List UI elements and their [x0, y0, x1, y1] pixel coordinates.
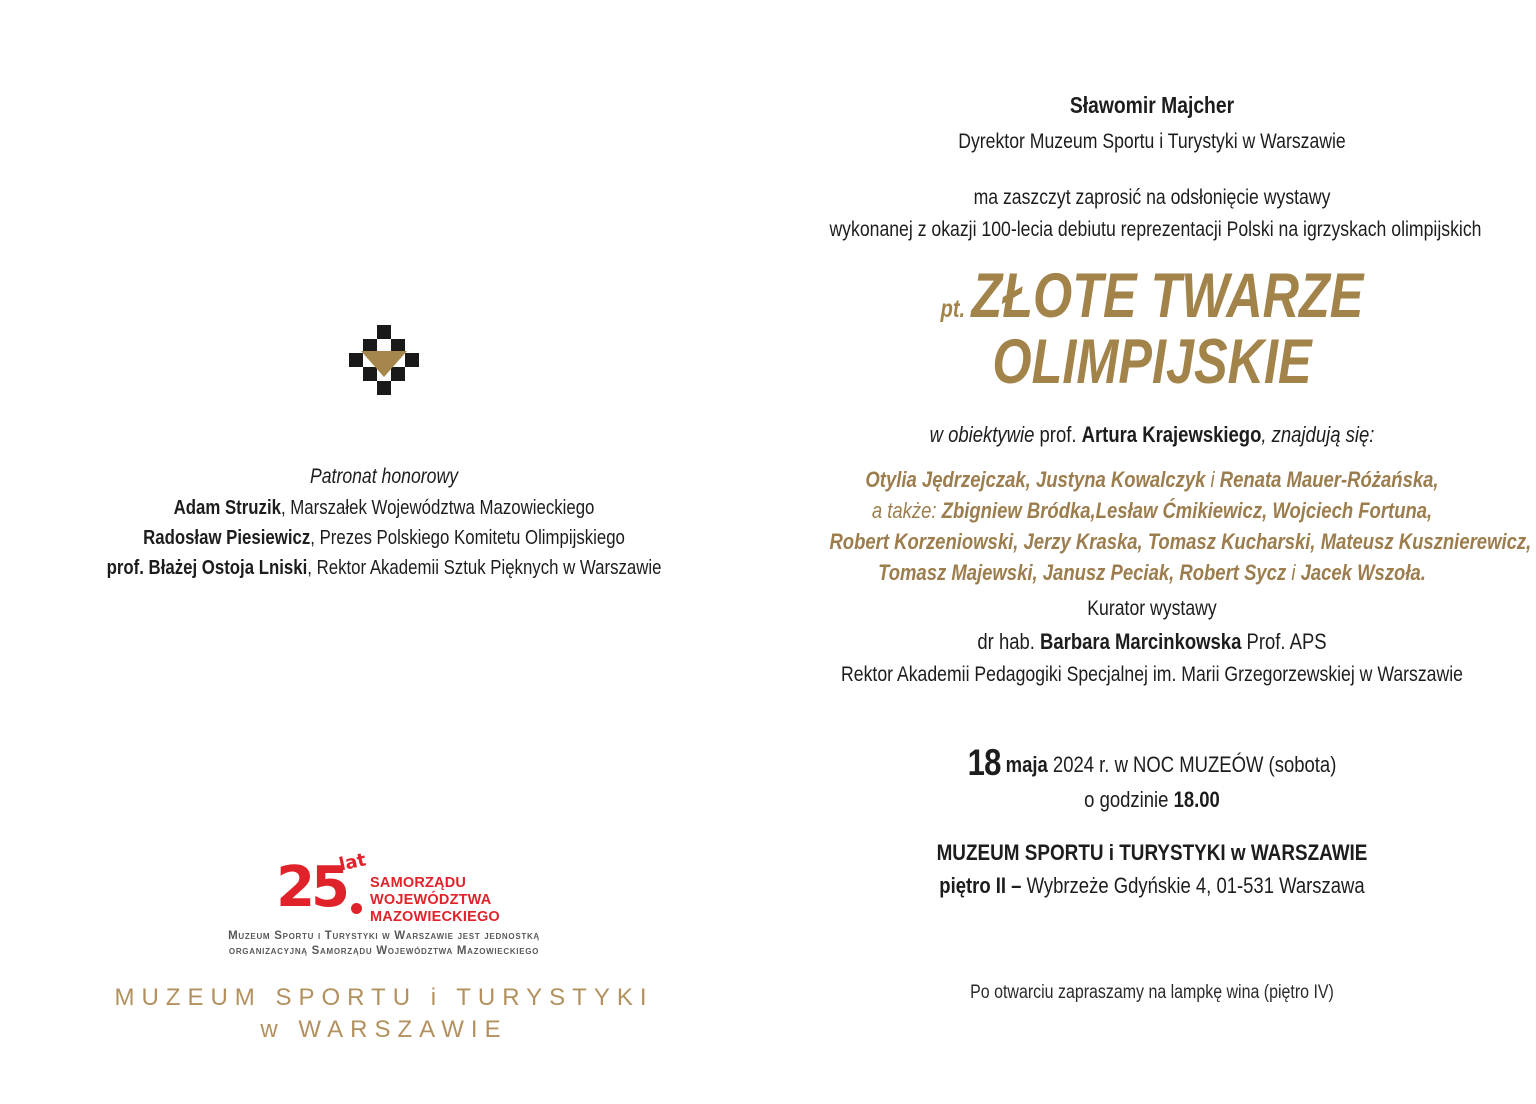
- organizational-note-line: Muzeum Sportu i Turystyki w Warszawie jest jednostką: [228, 930, 540, 942]
- museum-checker-logo-icon: [349, 325, 419, 395]
- text-segment: a także:: [871, 498, 942, 523]
- text-segment: prof. Błażej Ostoja Lniski: [106, 557, 308, 579]
- anniversary-dot-icon: [351, 903, 362, 914]
- athlete-names-block: [768, 464, 1536, 588]
- text-segment: Robert Korzeniowski, Jerzy Kraska, Tomasz Kucharski, Mateusz Kusznierewicz,: [829, 529, 1532, 554]
- invitation-line: wykonanej z okazji 100-lecia debiutu reprezentacji Polski na igrzyskach olimpijskich: [829, 218, 1482, 241]
- text-segment: 18.00: [1173, 787, 1220, 812]
- text-segment: Renata Mauer-Różańska,: [1219, 467, 1439, 492]
- athlete-names-line: [829, 526, 1532, 557]
- curator-name: [829, 628, 1474, 656]
- right-page: [768, 0, 1536, 1104]
- text-segment: Tomasz Majewski, Janusz Peciak, Robert Sycz: [878, 560, 1287, 585]
- text-segment: , znajdują się:: [1261, 422, 1375, 447]
- text-segment: o godzinie: [1084, 787, 1174, 812]
- athlete-names-line: [829, 464, 1474, 495]
- anniversary-row: [0, 849, 768, 926]
- exhibition-title-line2: OLIMPIJSKIE: [992, 327, 1312, 397]
- text-segment: , Marszałek Województwa Mazowieckiego: [280, 497, 595, 519]
- patronage-entry: [61, 496, 706, 521]
- text-segment: i: [1205, 467, 1220, 492]
- curator-affiliation: Rektor Akademii Pedagogiki Specjalnej im. Marii Grzegorzewskiej w Warszawie: [841, 663, 1463, 686]
- text-segment: i: [1286, 560, 1301, 585]
- text-segment: 18: [967, 742, 1001, 783]
- text-segment: Adam Struzik: [173, 497, 281, 519]
- athlete-names-line: [829, 557, 1474, 588]
- event-date: [829, 744, 1474, 782]
- text-segment: w obiektywie: [929, 422, 1040, 447]
- title-prefix: pt.: [940, 295, 966, 323]
- athlete-names-line: [829, 495, 1474, 526]
- anniversary-logo: [0, 849, 768, 926]
- text-segment: Prof. APS: [1241, 629, 1327, 654]
- anniversary-text-line: WOJEWÓDZTWA: [370, 892, 492, 908]
- museum-wordmark-line2: w WARSZAWIE: [260, 1016, 508, 1043]
- title-text: ZŁOTE TWARZE: [971, 261, 1364, 331]
- venue-address: [829, 872, 1474, 899]
- text-segment: Artura Krajewskiego: [1081, 422, 1262, 447]
- museum-wordmark-line1: MUZEUM SPORTU i TURYSTYKI: [114, 984, 654, 1011]
- organizational-note: [0, 929, 768, 959]
- patronage-entry: [61, 526, 706, 551]
- text-segment: Otylia Jędrzejczak, Justyna Kowalczyk: [865, 467, 1206, 492]
- host-title: Dyrektor Muzeum Sportu i Turystyki w Warszawie: [958, 130, 1346, 153]
- anniversary-number: 25: [276, 855, 347, 920]
- venue-name: MUZEUM SPORTU i TURYSTYKI w WARSZAWIE: [936, 840, 1368, 865]
- logo-square-icon: [405, 353, 419, 367]
- text-segment: , Prezes Polskiego Komitetu Olimpijskiego: [310, 527, 625, 549]
- host-name: Sławomir Majcher: [1069, 92, 1235, 118]
- text-segment: Radosław Piesiewicz: [143, 527, 311, 549]
- anniversary-text-line: SAMORZĄDU: [370, 875, 467, 891]
- text-segment: , Rektor Akademii Sztuk Pięknych w Warszawie: [307, 557, 662, 579]
- text-segment: Wybrzeże Gdyńskie 4, 01-531 Warszawa: [1026, 873, 1365, 898]
- text-segment: maja: [1000, 752, 1053, 777]
- anniversary-text-line: MAZOWIECKIEGO: [370, 909, 500, 925]
- anniversary-lat-label: lat: [337, 849, 368, 876]
- logo-square-icon: [377, 325, 391, 339]
- text-segment: 2024 r. w NOC MUZEÓW (sobota): [1052, 752, 1337, 777]
- patronage-title: Patronat honorowy: [309, 465, 459, 488]
- invitation-line: ma zaszczyt zaprosić na odsłonięcie wystawy: [973, 186, 1331, 209]
- text-segment: Jacek Wszoła.: [1300, 560, 1426, 585]
- anniversary-text: [370, 854, 500, 926]
- logo-square-icon: [377, 381, 391, 395]
- photographer-line: [829, 421, 1474, 448]
- curator-label: Kurator wystawy: [1087, 597, 1217, 620]
- wine-reception-note: Po otwarciu zapraszamy na lampkę wina (piętro IV): [970, 982, 1334, 1003]
- logo-gold-triangle-icon: [361, 351, 407, 377]
- patronage-entry: [61, 556, 706, 581]
- text-segment: prof.: [1039, 422, 1082, 447]
- text-segment: Zbigniew Bródka,Lesław Ćmikiewicz, Wojciech Fortuna,: [941, 498, 1433, 523]
- event-time: [829, 786, 1474, 813]
- organizational-note-line: organizacyjną Samorządu Województwa Mazowieckiego: [228, 945, 540, 957]
- text-segment: dr hab.: [977, 629, 1041, 654]
- text-segment: piętro II –: [939, 873, 1027, 898]
- 25-lat-mark-icon: [276, 849, 368, 926]
- text-segment: Barbara Marcinkowska: [1040, 629, 1242, 654]
